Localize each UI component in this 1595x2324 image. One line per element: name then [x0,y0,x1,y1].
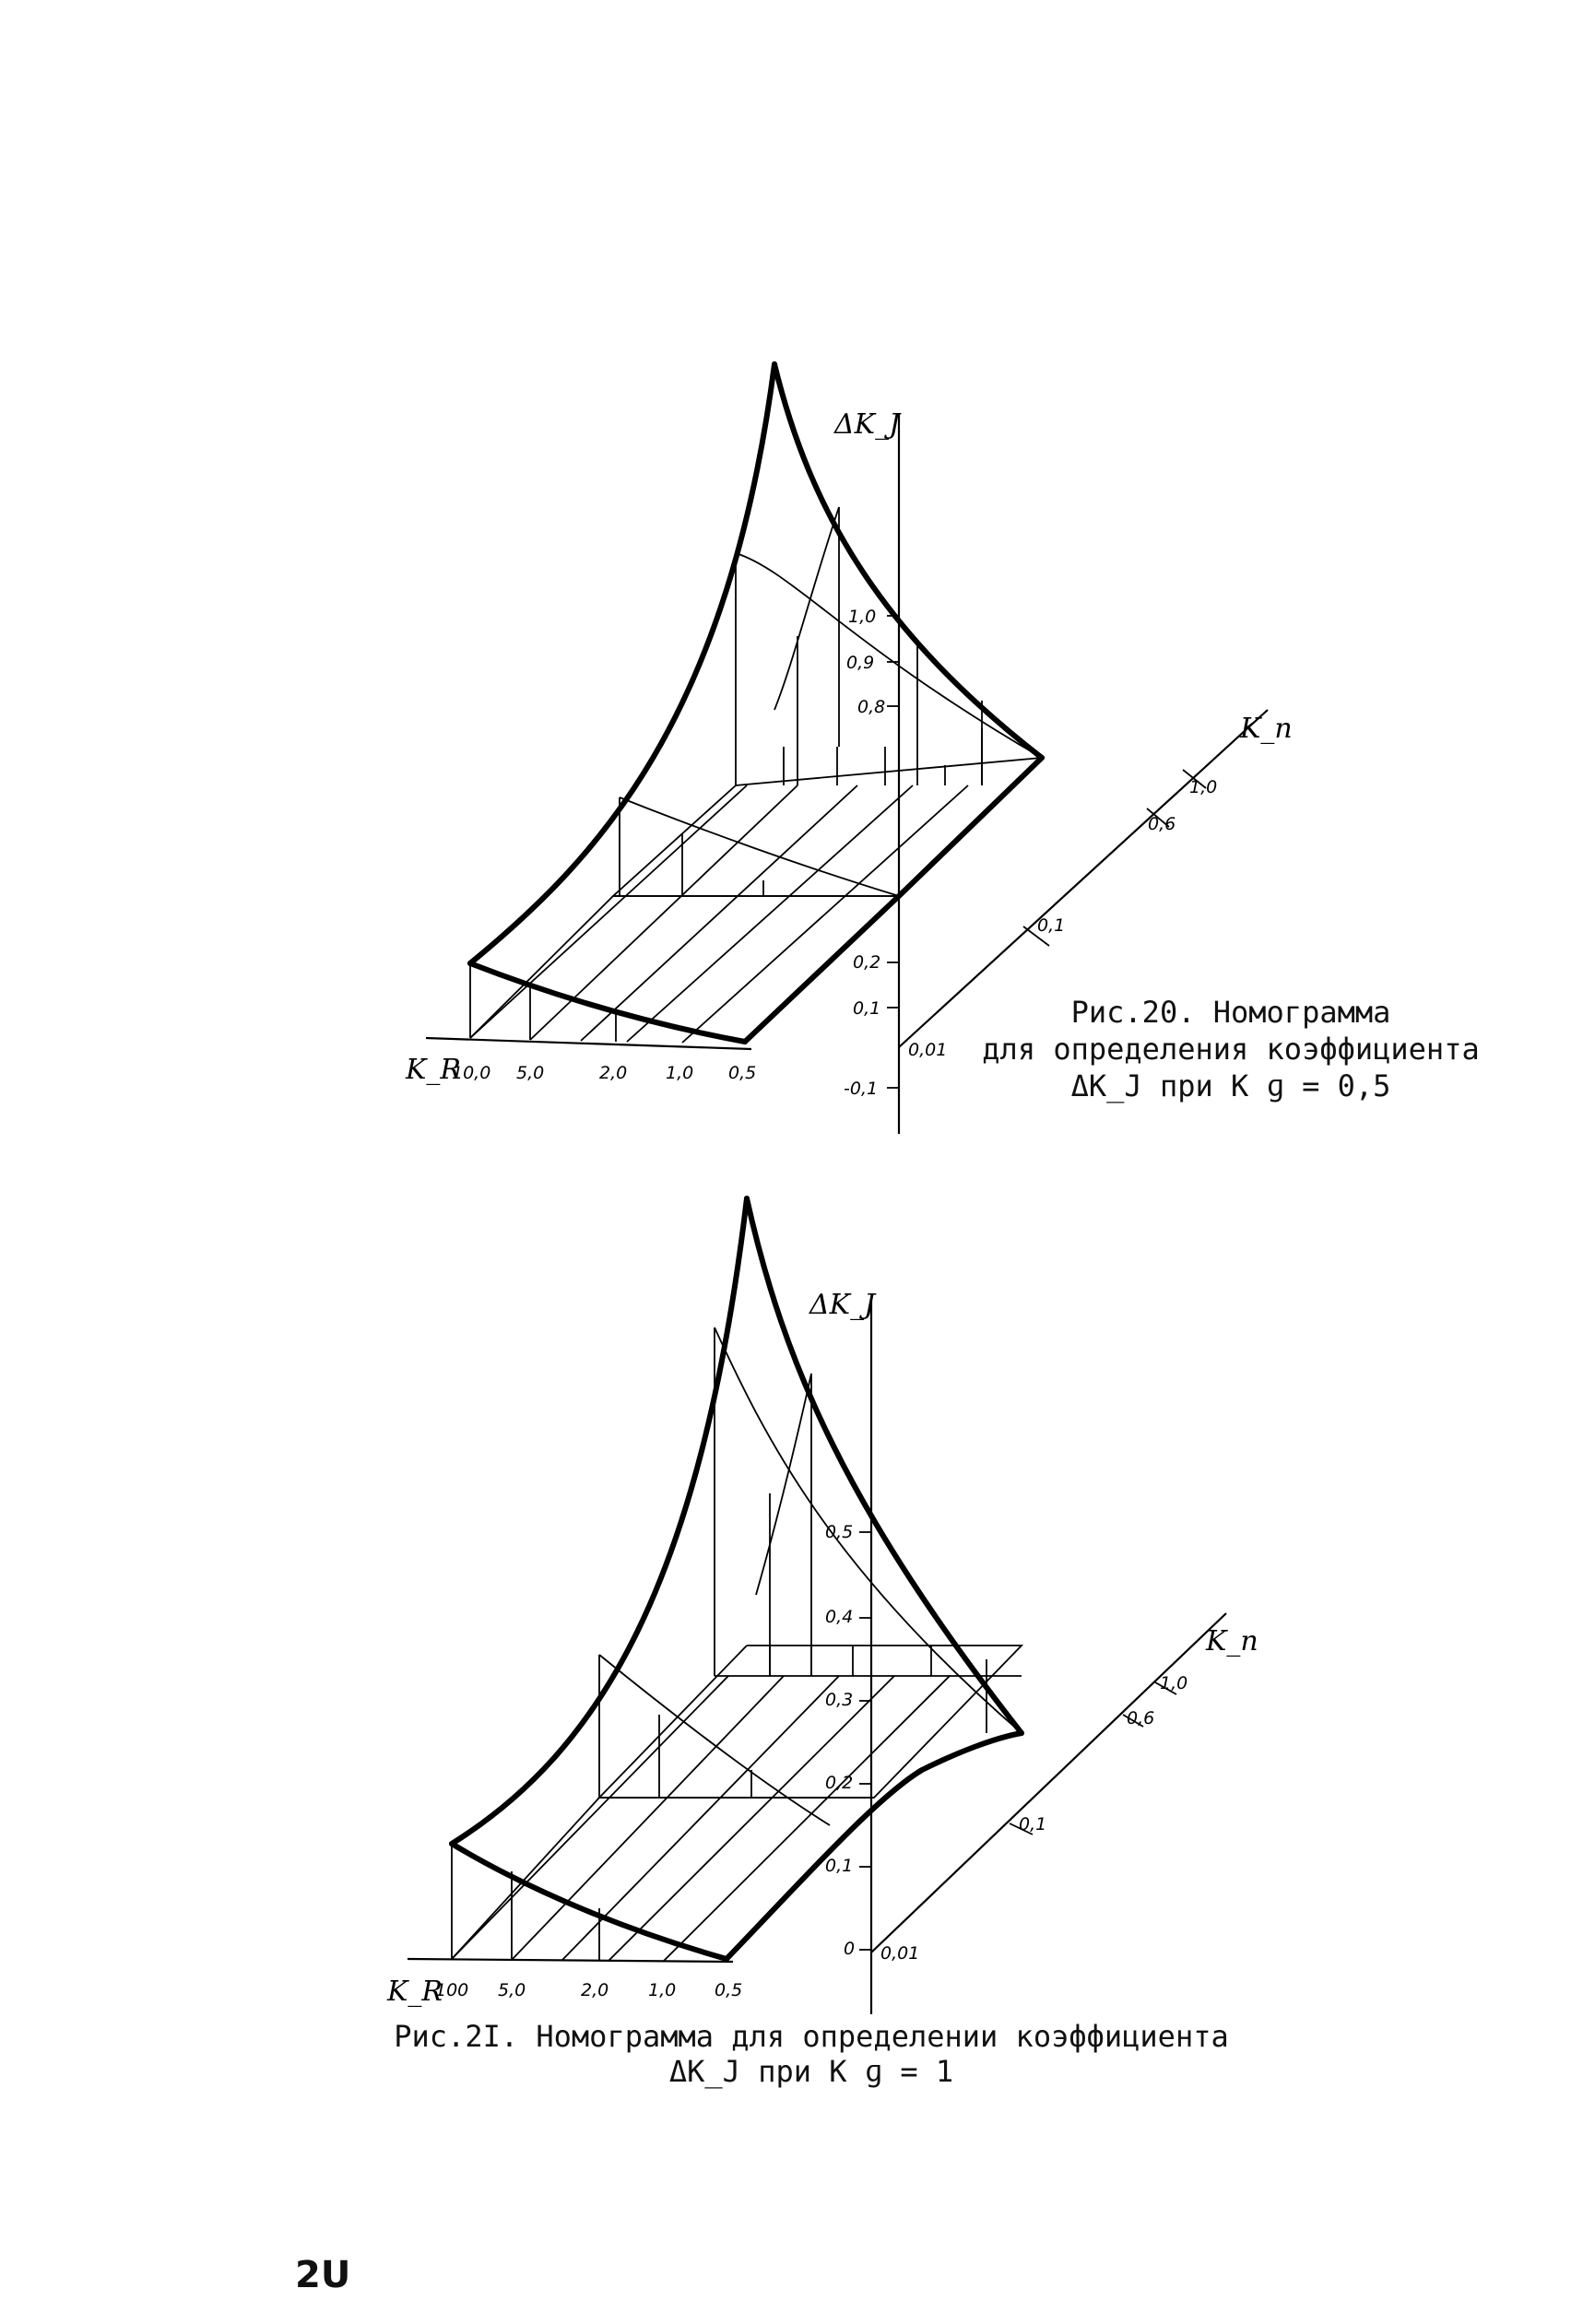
fig21-kn-tick-label: 0,01 [880,1943,920,1964]
fig21-dk-tick-label: 0,3 [825,1690,854,1710]
figure-21-nomogram [386,1198,1258,2014]
fig21-kr-tick-label: 100 [435,1980,469,2000]
fig20-kn-tick-label: 0,6 [1148,814,1176,834]
fig21-surface-curve [756,1374,811,1595]
fig20-surface-curve [774,507,839,710]
fig20-dk-tick-label: 0,8 [857,697,886,717]
fig20-dk-tick-label: 0,1 [853,998,881,1019]
fig20-caption-line: для определения коэффициента [982,1032,1480,1067]
fig21-caption-line: Рис.2I. Номограмма для определении коэффициента [394,2019,1229,2054]
fig21-dk-tick-label: 0,1 [825,1856,854,1876]
fig21-surface-curve [599,1655,830,1825]
fig20-surface-front-edge [470,963,745,1042]
fig20-kn-tick-label: 0,01 [908,1040,948,1060]
fig21-caption-line: ΔK_J при К ɡ = 1 [668,2054,954,2089]
fig21-kn-tick-label: 1,0 [1160,1673,1188,1693]
fig20-kr-tick-label: 0,5 [728,1063,757,1083]
fig21-diag [562,1676,839,1960]
fig20-front-plane-edge [470,896,613,1038]
fig21-kn-tick-label: 0,6 [1127,1708,1155,1728]
fig21-kr-tick-label: 1,0 [648,1980,677,2000]
fig20-diag [530,785,798,1040]
fig21-kn-axis [871,1613,1226,1952]
fig20-dk-tick-label: 0,2 [853,952,881,973]
fig21-kr-axis-label: K_R [387,1976,443,2008]
fig21-back-plane [599,1646,1022,1798]
fig20-kn-tick-label: 1,0 [1189,777,1218,797]
fig21-front-plane-edge [452,1798,599,1959]
fig20-back-plane [613,758,1042,896]
fig20-dk-tick-label: -0,1 [844,1079,879,1099]
fig20-kn-tick-label: 0,1 [1037,915,1066,936]
fig20-dk-tick-label: 1,0 [848,607,877,627]
fig21-diag [512,1676,784,1960]
fig20-kr-tick-label: 2,0 [599,1063,628,1083]
fig21-diag [608,1676,894,1961]
fig20-kr-tick-label: 1,0 [666,1063,694,1083]
fig20-diag [581,785,857,1041]
fig20-surface-curve [620,797,899,896]
fig20-caption-line: ΔK_J при К ɡ = 0,5 [1070,1068,1391,1103]
fig21-surface-right-edge [747,1198,1022,1733]
fig21-surface-bottom-right [727,1733,1022,1959]
fig21-kr-tick-label: 0,5 [715,1980,743,2000]
fig20-dk-axis-label: ΔK_J [834,408,901,441]
fig21-kr-axis [408,1959,733,1962]
fig20-diag [682,785,968,1043]
fig21-dk-tick-label: 0 [844,1939,856,1959]
fig21-kr-tick-label: 5,0 [498,1980,526,2000]
fig21-dk-tick-label: 0,4 [825,1607,854,1627]
fig20-caption-line: Рис.20. Номограмма [1070,995,1391,1030]
fig21-surface-front-edge [452,1844,727,1959]
fig20-kr-axis [426,1038,751,1049]
fig20-kr-axis-label: K_R [406,1054,461,1086]
fig20-kr-tick-label: 5,0 [516,1063,545,1083]
figure-21-caption [350,2019,1272,2089]
fig21-kn-tick-label: 0,1 [1019,1814,1047,1834]
fig21-dk-axis-label: ΔK_J [809,1289,876,1321]
fig20-dk-tick-label: 0,9 [846,653,875,673]
fig21-dk-tick-label: 0,2 [825,1773,854,1793]
fig21-kn-axis-label: K_n [1206,1625,1258,1657]
page-number: 2U [295,2254,351,2296]
fig20-surface-left-edge [470,364,774,963]
fig20-kn-axis-label: K_n [1240,713,1293,745]
fig20-surface-right-edge [774,364,1042,758]
fig20-kr-tick-label: 10,0 [452,1063,491,1083]
fig21-kr-tick-label: 2,0 [581,1980,609,2000]
fig21-dk-tick-label: 0,5 [825,1522,854,1542]
figure-20-caption [959,994,1503,1104]
fig20-surface-curve [736,553,1042,758]
